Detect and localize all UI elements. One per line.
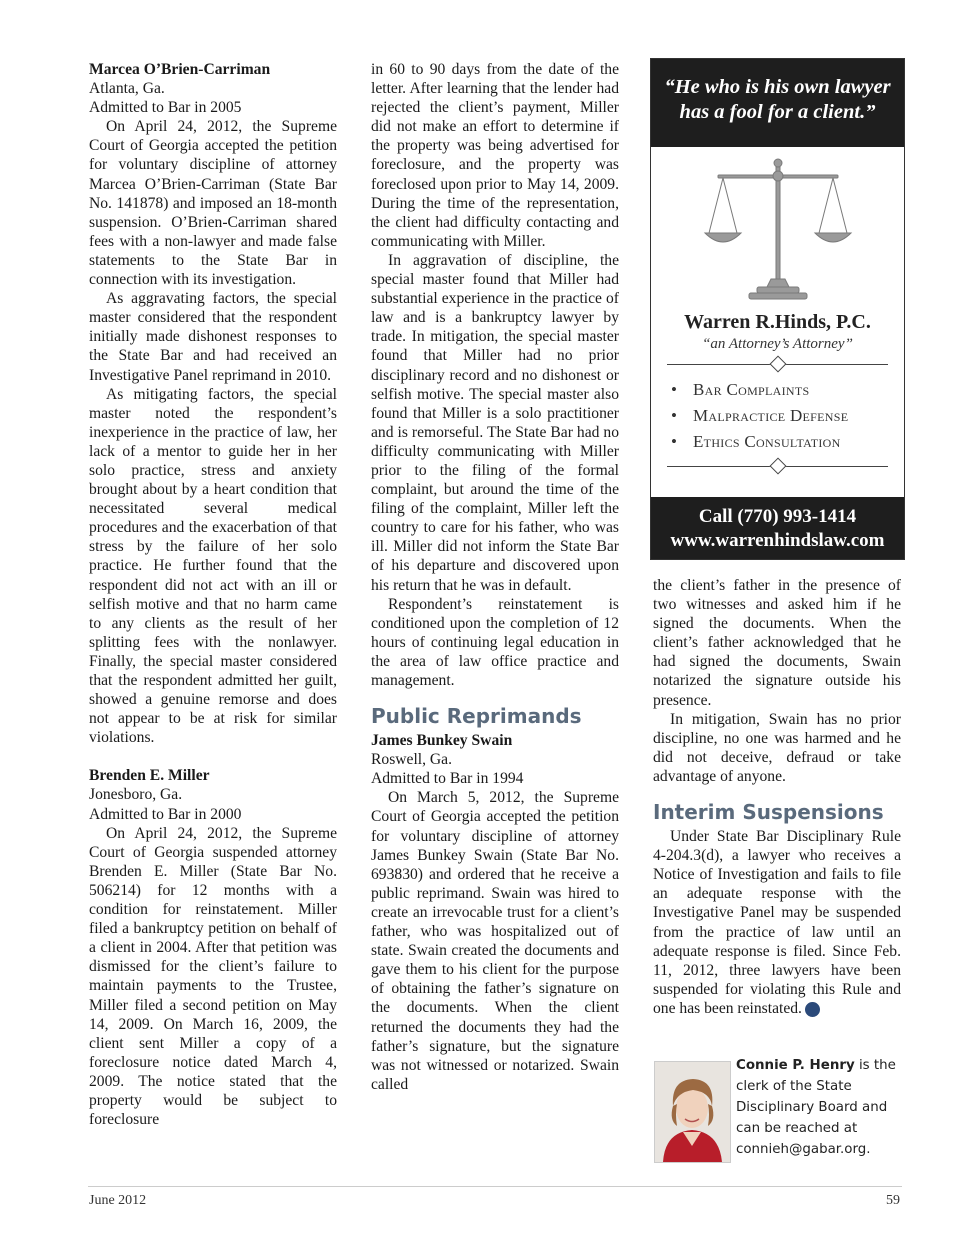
service-item: • Ethics Consultation — [671, 429, 904, 455]
entry-city: Atlanta, Ga. — [89, 80, 165, 98]
footer-date: June 2012 — [89, 1193, 147, 1208]
paragraph: In aggravation of discipline, the special master found that Miller had substantial experience in the practice of law and is a bankruptcy lawyer by trade. In mitigation, the special master found that Miller had no prior disciplinary record and no dishonest or selfish motive. The special master also found that Miller is a solo practitioner and is remorseful. The State Bar had no difficulty communicating with Miller prior to the filing of the formal complaint, but around the time of the filing of the complaint, Miller left the country to care for his father, who was ill. Miller did not inform the State Bar of his departure and discovered upon his return that he was in default. — [371, 251, 619, 594]
author-bio — [736, 1055, 906, 1160]
ad-quote: “He who is his own lawyer has a fool for a client.” — [651, 59, 904, 147]
author-photo — [654, 1061, 731, 1163]
entry-name: Marcea O’Brien-Carriman — [89, 61, 271, 78]
entry-gap — [89, 747, 337, 766]
paragraph: As aggravating factors, the special master considered that the respondent initially made dishonest responses to the State Bar and had received an Investigative Panel reprimand in 2010. — [89, 290, 337, 384]
author-description: is the clerk of the State Disciplinary Board and can be reached at connieh@gabar.org. — [736, 1058, 896, 1157]
ad-contact — [651, 497, 904, 559]
section-heading-public-reprimands: Public Reprimands — [371, 704, 582, 729]
entry-city: Roswell, Ga. — [371, 751, 452, 769]
footer-rule — [88, 1186, 902, 1187]
entry-admitted: Admitted to Bar in 1994 — [371, 770, 524, 788]
bullet-icon: • — [671, 406, 678, 425]
entry-city: Jonesboro, Ga. — [89, 786, 183, 804]
section-heading-interim-suspensions: Interim Suspensions — [653, 800, 884, 825]
scales-of-justice-icon — [703, 155, 853, 305]
service-item: • Bar Complaints — [671, 377, 904, 403]
entry-name: Brenden E. Miller — [89, 767, 210, 785]
entry-name: James Bunkey Swain — [371, 732, 513, 750]
paragraph: Under State Bar Disciplinary Rule 4-204.3(d), a lawyer who receives a Notice of Investigation and fails to file an adequate response with the Investigative Panel may be suspended from the practice of law until an adequate response is filed. Since Feb. 11, 2012, three lawyers have been suspended for violating this Rule and one has been reinstated. GBJ — [653, 828, 901, 1017]
divider — [667, 459, 888, 473]
paragraph-continued: in 60 to 90 days from the date of the letter. After learning that the lender had rejected the client’s payment, Miller did not make an effort to determine if the property was being advertised for foreclosure, and the property was foreclosed upon prior to May 14, 2009. During the time of the representation, the client had difficulty contacting and communicating with Miller. — [371, 61, 619, 250]
divider — [667, 357, 888, 371]
paragraph: In mitigation, Swain has no prior discipline, no one was harmed and he did not deceive, defraud or take advantage of anyone. — [653, 710, 901, 785]
paragraph: As mitigating factors, the special master noted the respondent’s inexperience in the practice of law, her lack of a mentor to guide her in her solo practice, stress and anxiety brought about by a heart condition that necessitated several medical procedures and the exacerbation of that stress by the failure of her solo practice. He further found that the respondent did not act with an ill or selfish motive and that no harm came to any clients as the result of her splitting fees with the nonlawyer. Finally, the special master considered that the respondent admitted her guilt, showed a genuine remorse and does not appear to be at risk for similar violations. — [89, 385, 337, 747]
author-name: Connie P. Henry — [736, 1058, 855, 1073]
column-1 — [89, 60, 337, 1129]
service-item: • Malpractice Defense — [671, 403, 904, 429]
bullet-icon: • — [671, 380, 678, 399]
paragraph: On April 24, 2012, the Supreme Court of Georgia suspended attorney Brenden E. Miller (State Bar No. 506214) for 12 months with a condition for reinstatement. Miller filed a bankruptcy petition on behalf of a client in 2004. After that petition was dismissed for the client’s failure to maintain payments to the Trustee, Miller filed a second petition on May 14, 2009. On March 16, 2009, the client sent Miller a copy of a foreclosure notice dated March 4, 2009. The notice stated that the property would be subject to foreclosure — [89, 824, 337, 1129]
paragraph: On April 24, 2012, the Supreme Court of Georgia accepted the petition for voluntary discipline of attorney Marcea O’Brien-Carriman (State Bar No. 141878) and imposed an 18-month suspension. O’Brien-Carriman shared fees with a non-lawyer and made false statements to the State Bar in connection with its investigation. — [89, 118, 337, 289]
page-number: 59 — [886, 1193, 900, 1208]
column-3 — [653, 576, 901, 1018]
entry-admitted: Admitted to Bar in 2005 — [89, 99, 242, 117]
ad-website[interactable]: www.warrenhindslaw.com — [670, 530, 885, 551]
paragraph-continued: the client’s father in the presence of two witnesses and asked him if he signed the documents. When the client’s father acknowledged that he had signed the documents, Swain notarized the signature outside his presence. — [653, 577, 901, 709]
column-2 — [371, 60, 619, 1094]
ad-phone: Call (770) 993-1414 — [698, 506, 857, 527]
entry-admitted: Admitted to Bar in 2000 — [89, 805, 242, 823]
portrait-icon — [655, 1062, 730, 1162]
paragraph: Respondent’s reinstatement is conditioned upon the completion of 12 hours of continuing legal education in the area of law office practice and management. — [371, 595, 619, 689]
bullet-icon: • — [671, 432, 678, 451]
advertisement — [650, 58, 905, 560]
firm-tagline: “an Attorney’s Attorney” — [702, 336, 853, 352]
paragraph: On March 5, 2012, the Supreme Court of Georgia accepted the petition for voluntary discipline of attorney James Bunkey Swain (State Bar No. 693830) and ordered that he receive a public reprimand. Swain was hired to create an irrevocable trust for a client’s father, who was hospitalized out of state. Swain created the documents and gave them to his client for the purpose of obtaining the father’s signature on the documents. When the client returned the documents they had the father’s signature, but the signature was not witnessed or notarized. Swain called — [371, 789, 619, 1093]
gbj-end-mark-icon: GBJ — [805, 1002, 820, 1017]
firm-name: Warren R.Hinds, P.C. — [684, 311, 871, 333]
